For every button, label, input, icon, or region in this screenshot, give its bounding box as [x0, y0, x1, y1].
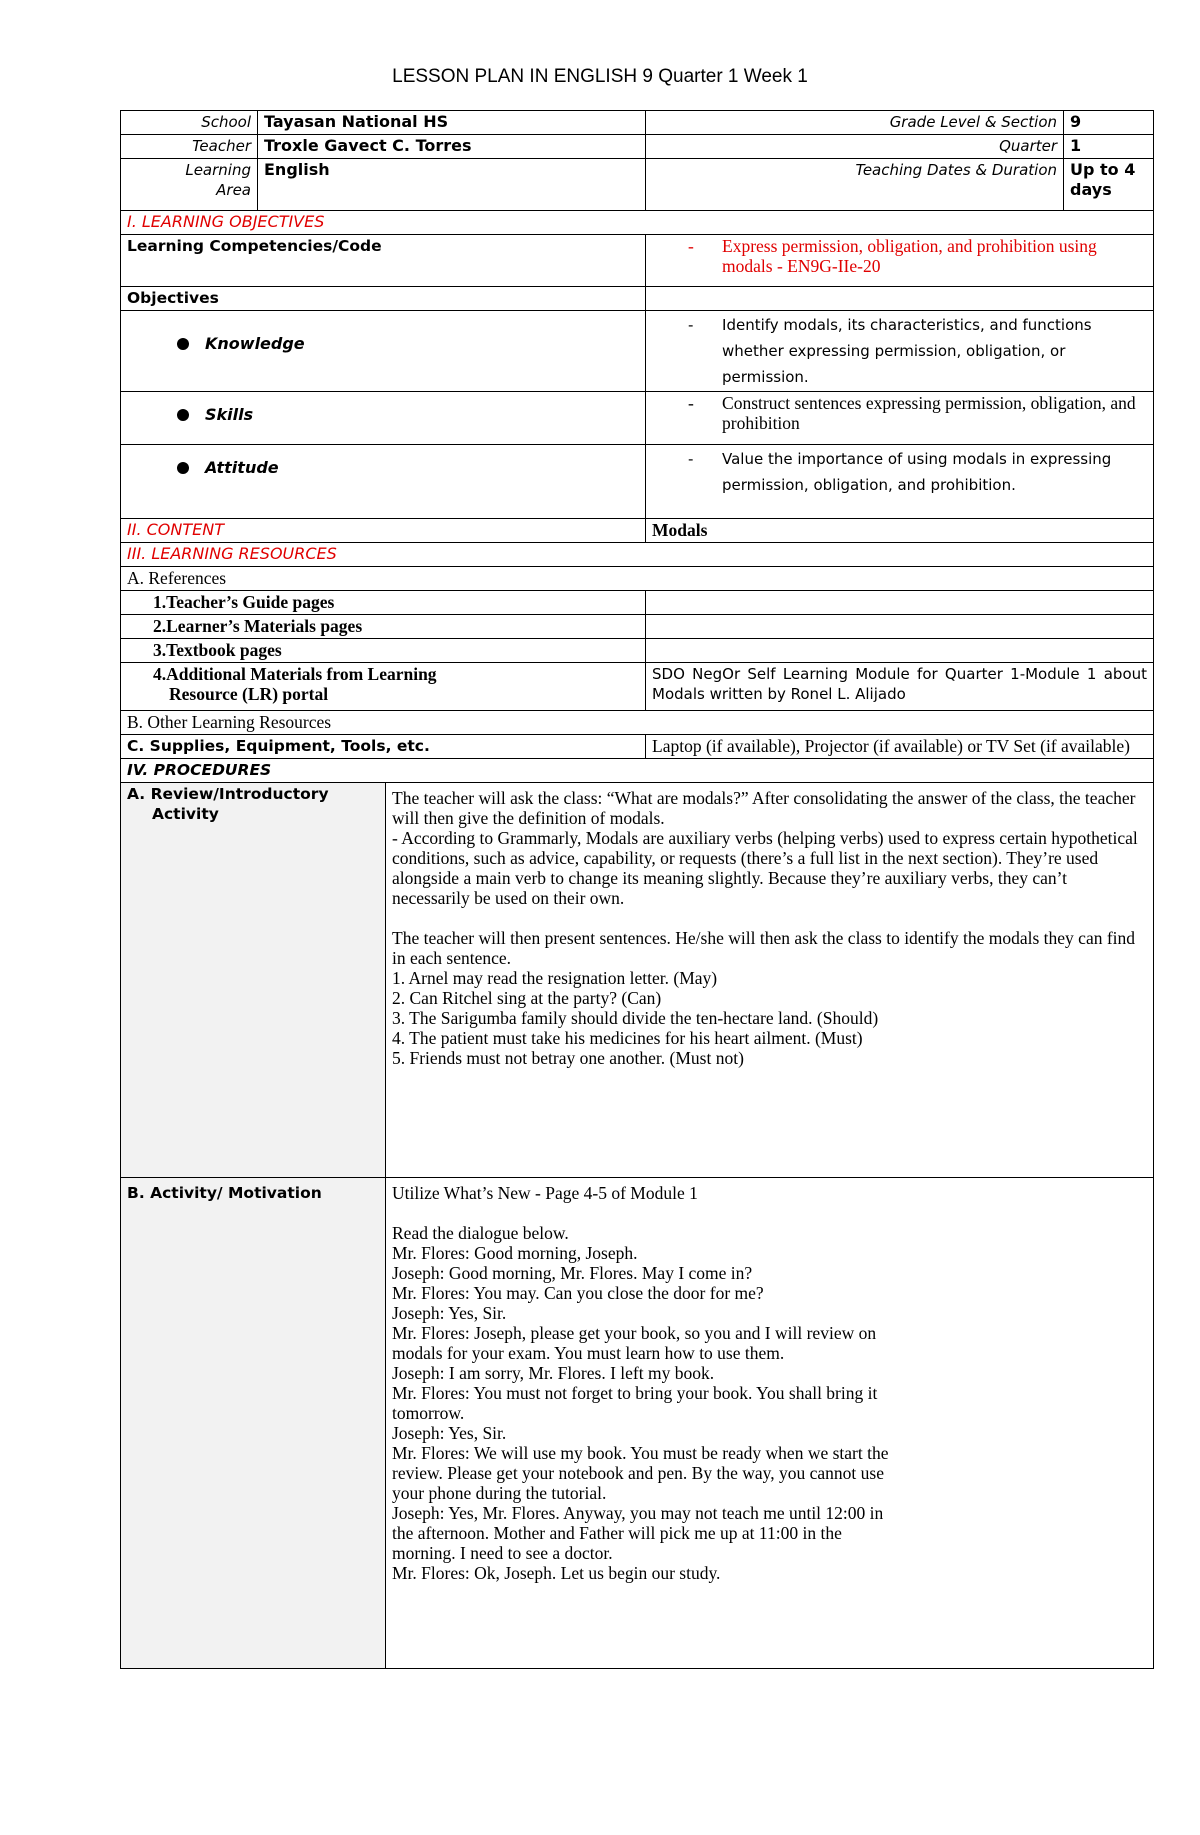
- review-list-item: 5. Friends must not betray one another. (Must not): [392, 1048, 744, 1068]
- dialogue-line: Joseph: Yes, Mr. Flores. Anyway, you may not teach me until 12:00 in: [392, 1503, 884, 1523]
- dash-marker: -: [688, 236, 694, 256]
- review-label-line1: A. Review/Introductory: [127, 785, 329, 803]
- skills-cell-value: [646, 392, 1154, 445]
- teachers-guide-label: 1.Teacher’s Guide pages: [121, 591, 646, 615]
- other-resources-label: B. Other Learning Resources: [121, 711, 1154, 735]
- school-value: Tayasan National HS: [258, 111, 646, 135]
- dialogue-line: Mr. Flores: Joseph, please get your book, so you and I will review on: [392, 1323, 877, 1343]
- knowledge-label: Knowledge: [205, 334, 305, 353]
- teachers-guide-value: [646, 591, 1154, 615]
- attitude-label: Attitude: [205, 458, 279, 477]
- dash-marker: -: [688, 316, 694, 334]
- learners-materials-value: [646, 615, 1154, 639]
- attitude-text: Value the importance of using modals in expressing permission, obligation, and prohibition.: [722, 450, 1112, 494]
- learning-area-label-line2: Area: [216, 181, 251, 199]
- bullet-icon: [177, 409, 189, 421]
- dialogue-line: Mr. Flores: Good morning, Joseph.: [392, 1243, 638, 1263]
- dates-label: Teaching Dates & Duration: [646, 159, 1064, 211]
- learners-materials-label: 2.Learner’s Materials pages: [121, 615, 646, 639]
- school-label: School: [121, 111, 258, 135]
- dash-marker: -: [688, 393, 694, 413]
- dialogue-line: Joseph: Yes, Sir.: [392, 1303, 507, 1323]
- quarter-label: Quarter: [646, 135, 1064, 159]
- content-value: Modals: [646, 519, 1154, 543]
- review-list-item: 1. Arnel may read the resignation letter. (May): [392, 968, 718, 988]
- competency-text: Express permission, obligation, and prohibition using modals - EN9G-IIe-20: [722, 236, 1097, 276]
- learning-area-label: [121, 159, 258, 211]
- supplies-value: Laptop (if available), Projector (if available) or TV Set (if available): [646, 735, 1154, 759]
- skills-label: Skills: [205, 405, 254, 424]
- teacher-value: Troxle Gavect C. Torres: [258, 135, 646, 159]
- dialogue-line: the afternoon. Mother and Father will pick me up at 11:00 in the: [392, 1523, 842, 1543]
- review-label-line2: Activity: [152, 805, 219, 823]
- attitude-cell: [121, 445, 646, 519]
- procedures-heading: IV. PROCEDURES: [121, 759, 1154, 783]
- review-paragraph-2: - According to Grammarly, Modals are auxiliary verbs (helping verbs) used to express certain hypothetical conditions, such as advice, capability, or requests (there’s a full list in the next section). They’re used alongside a main verb to change its meaning slightly. Because they’re auxiliary verbs, they can’t necessarily be used on their own.: [392, 828, 1138, 908]
- textbook-value: [646, 639, 1154, 663]
- dialogue-line: Read the dialogue below.: [392, 1223, 569, 1243]
- additional-materials-label: [121, 663, 646, 711]
- additional-materials-line2: Resource (LR) portal: [169, 684, 329, 704]
- lesson-plan-table: [120, 110, 1154, 1669]
- resources-heading: III. LEARNING RESOURCES: [121, 543, 1154, 567]
- dialogue-line: Joseph: I am sorry, Mr. Flores. I left my book.: [392, 1363, 715, 1383]
- additional-materials-value: SDO NegOr Self Learning Module for Quarter 1-Module 1 about Modals written by Ronel L. Alijado: [646, 663, 1154, 711]
- knowledge-cell: [121, 311, 646, 392]
- content-heading: II. CONTENT: [121, 519, 646, 543]
- competencies-label: Learning Competencies/Code: [121, 235, 646, 287]
- dialogue-line: Joseph: Yes, Sir.: [392, 1423, 507, 1443]
- motivation-label: B. Activity/ Motivation: [121, 1178, 386, 1669]
- dialogue-line: Mr. Flores: Ok, Joseph. Let us begin our study.: [392, 1563, 721, 1583]
- skills-cell: [121, 392, 646, 445]
- dialogue-line: Mr. Flores: We will use my book. You must be ready when we start the: [392, 1443, 889, 1463]
- dialogue-line: your phone during the tutorial.: [392, 1483, 607, 1503]
- knowledge-text: Identify modals, its characteristics, and functions whether expressing permission, obligation, or permission.: [722, 316, 1092, 386]
- references-label: A. References: [121, 567, 1154, 591]
- supplies-label: C. Supplies, Equipment, Tools, etc.: [121, 735, 646, 759]
- document-title: LESSON PLAN IN ENGLISH 9 Quarter 1 Week 1: [392, 66, 808, 87]
- attitude-cell-value: [646, 445, 1154, 519]
- competency-cell: [646, 235, 1154, 287]
- learning-area-value: English: [258, 159, 646, 211]
- knowledge-cell-value: [646, 311, 1154, 392]
- teacher-label: Teacher: [121, 135, 258, 159]
- quarter-value: 1: [1064, 135, 1154, 159]
- skills-text: Construct sentences expressing permission, obligation, and prohibition: [722, 393, 1136, 433]
- objectives-heading: I. LEARNING OBJECTIVES: [121, 211, 1154, 235]
- dialogue-line: Mr. Flores: You may. Can you close the door for me?: [392, 1283, 764, 1303]
- review-paragraph-3: The teacher will then present sentences. He/she will then ask the class to identify the modals they can find in each sentence.: [392, 928, 1136, 968]
- grade-label: Grade Level & Section: [646, 111, 1064, 135]
- bullet-icon: [177, 338, 189, 350]
- grade-value: 9: [1064, 111, 1154, 135]
- objectives-label: Objectives: [121, 287, 646, 311]
- motivation-content: [386, 1178, 1154, 1669]
- review-activity-label: [121, 783, 386, 1178]
- review-list-item: 4. The patient must take his medicines for his heart ailment. (Must): [392, 1028, 863, 1048]
- dialogue-line: morning. I need to see a doctor.: [392, 1543, 613, 1563]
- dialogue-line: review. Please get your notebook and pen. By the way, you cannot use: [392, 1463, 884, 1483]
- review-list-item: 2. Can Ritchel sing at the party? (Can): [392, 988, 662, 1008]
- bullet-icon: [177, 462, 189, 474]
- dash-marker: -: [688, 450, 694, 468]
- dates-value: Up to 4 days: [1064, 159, 1154, 211]
- review-list-item: 3. The Sarigumba family should divide the ten-hectare land. (Should): [392, 1008, 879, 1028]
- dialogue-line: Joseph: Good morning, Mr. Flores. May I come in?: [392, 1263, 753, 1283]
- review-paragraph-1: The teacher will ask the class: “What are modals?” After consolidating the answer of the class, the teacher will then give the definition of modals.: [392, 788, 1136, 828]
- additional-materials-line1: 4.Additional Materials from Learning: [153, 664, 437, 684]
- dialogue-line: tomorrow.: [392, 1403, 465, 1423]
- textbook-label: 3.Textbook pages: [121, 639, 646, 663]
- dialogue-line: modals for your exam. You must learn how to use them.: [392, 1343, 785, 1363]
- dialogue-line: Mr. Flores: You must not forget to bring your book. You shall bring it: [392, 1383, 878, 1403]
- motivation-intro: Utilize What’s New - Page 4-5 of Module 1: [392, 1183, 698, 1203]
- objectives-empty-cell: [646, 287, 1154, 311]
- review-activity-content: [386, 783, 1154, 1178]
- learning-area-label-line1: Learning: [185, 161, 251, 179]
